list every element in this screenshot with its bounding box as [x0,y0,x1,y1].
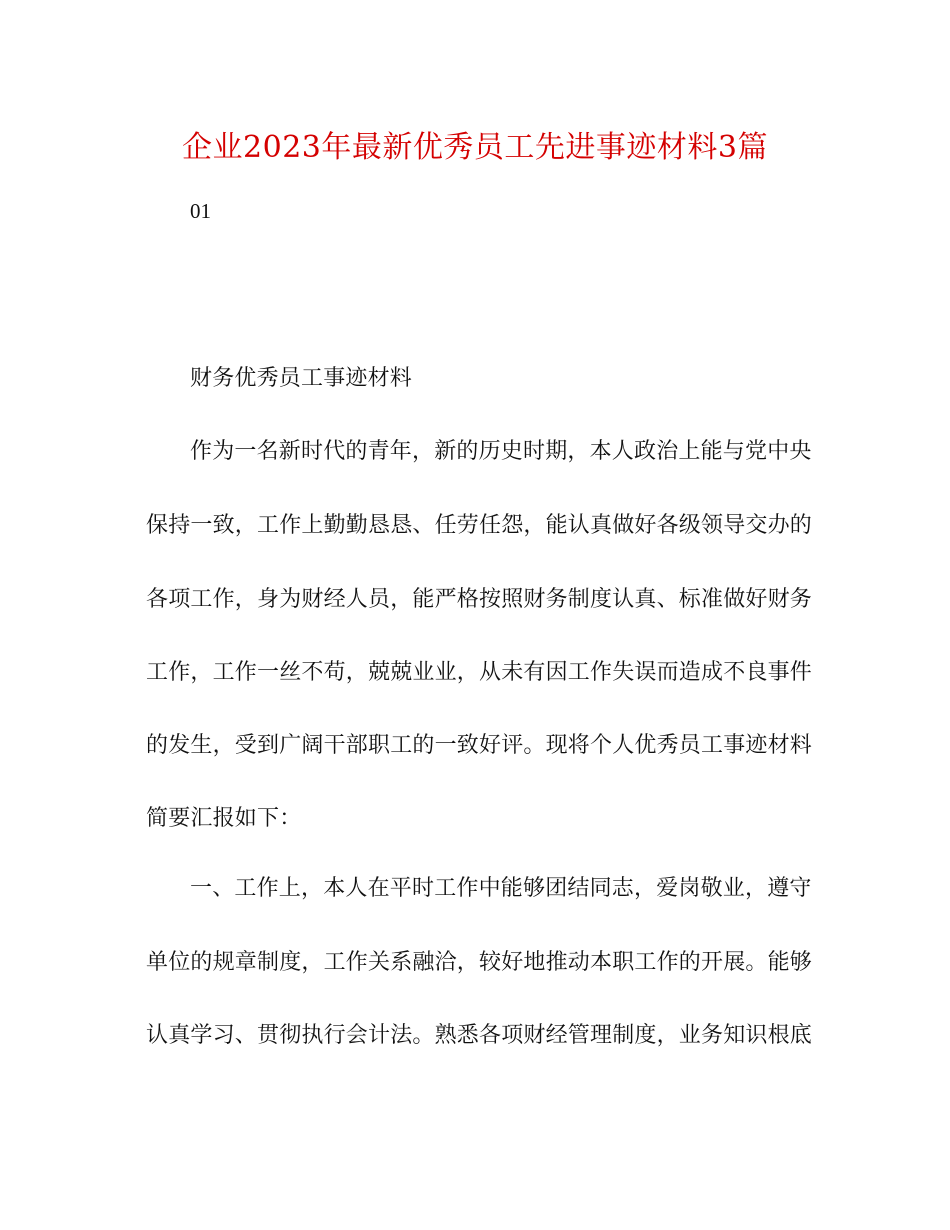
paragraph-line: 作为一名新时代的青年，新的历史时期，本人政治上能与党中央 [190,439,812,464]
section-number: 01 [190,199,211,223]
paragraph-line: 的发生，受到广阔干部职工的一致好评。现将个人优秀员工事迹材料 [146,733,813,758]
paragraph-line: 认真学习、贯彻执行会计法。熟悉各项财经管理制度，业务知识根底 [146,1023,813,1048]
paragraph-line: 简要汇报如下： [146,806,302,831]
paragraph-line: 工作，工作一丝不苟，兢兢业业，从未有因工作失误而造成不良事件 [146,660,813,685]
paragraph-line: 单位的规章制度，工作关系融洽，较好地推动本职工作的开展。能够 [146,950,813,975]
document-title: 企业2023年最新优秀员工先进事迹材料3篇 [182,130,768,165]
section-subtitle: 财务优秀员工事迹材料 [190,366,413,391]
paragraph-line: 各项工作，身为财经人员，能严格按照财务制度认真、标准做好财务 [146,587,813,612]
paragraph-line: 保持一致，工作上勤勤恳恳、任劳任怨，能认真做好各级领导交办的 [146,513,813,538]
paragraph-line: 一、工作上，本人在平时工作中能够团结同志，爱岗敬业，遵守 [190,876,812,901]
